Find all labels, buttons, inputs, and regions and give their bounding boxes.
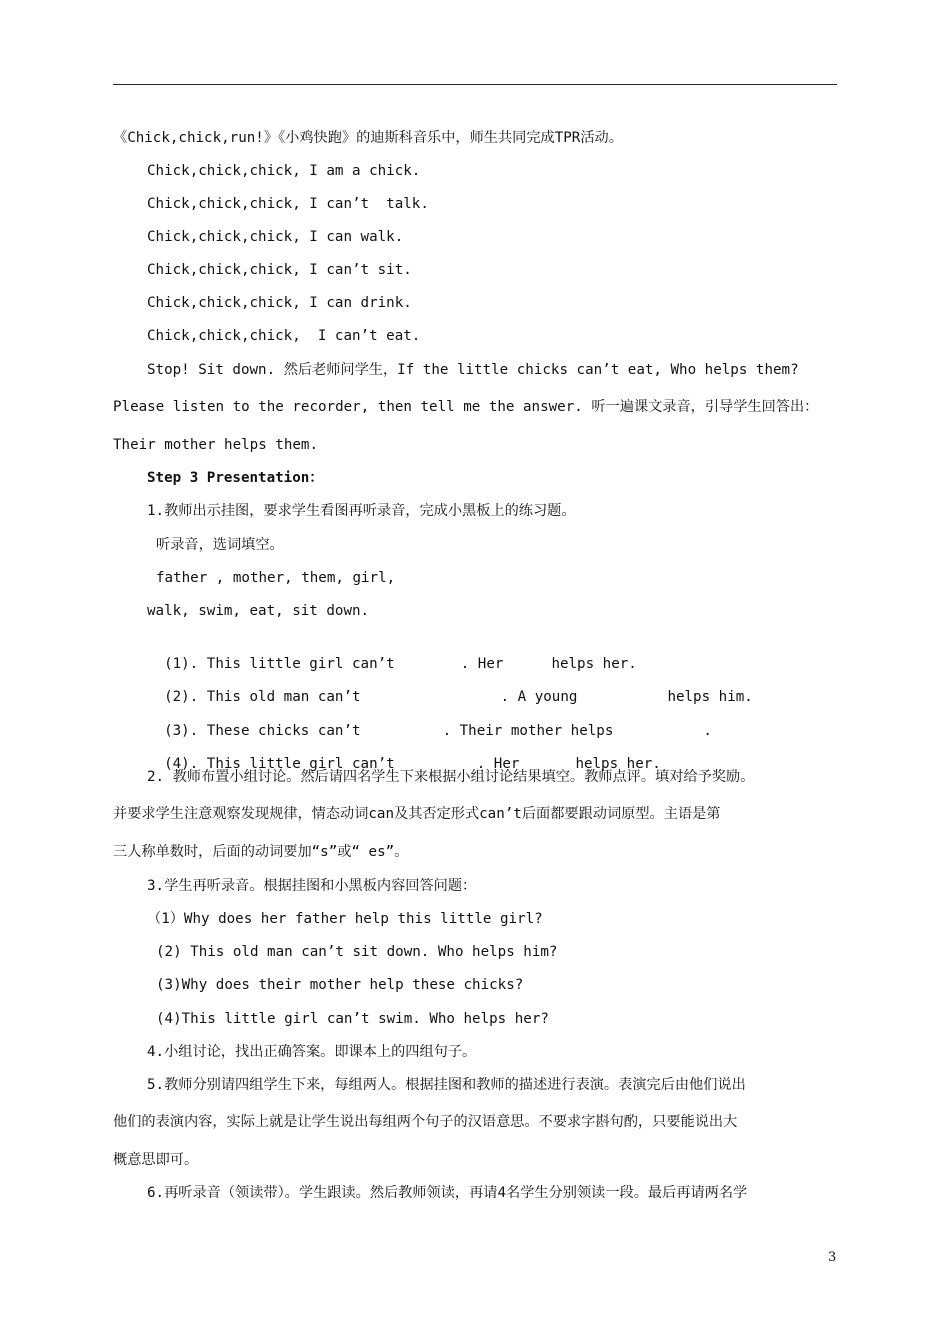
blank-text: (2). This old man can’t [164,689,361,705]
blank-text: (4). This little girl can’t [164,756,395,772]
text-line: Chick,chick,chick, I can walk. [147,229,404,245]
blank-text: . A young [500,689,578,705]
text-line: 5.教师分别请四组学生下来，每组两人。根据挂图和教师的描述进行表演。表演完后由他们说出 [147,1077,746,1093]
blank-text: (1). This little girl can’t [164,656,395,672]
blank-text: . Her [476,756,520,772]
blank-text: helps him. [667,689,753,705]
text-line: 他们的表演内容，实际上就是让学生说出每组两个句子的汉语意思。不要求字斟句酌，只要能说出大 [113,1114,738,1130]
word-bank-line: walk, swim, eat, sit down. [147,603,370,619]
text-line: Chick,chick,chick, I can’t talk. [147,196,429,212]
question-line: (2) This old man can’t sit down. Who helps him? [156,944,558,960]
blank-text: . Her [460,656,504,672]
text-line: Please listen to the recorder, then tell me the answer. 听一遍课文录音，引导学生回答出： [113,399,819,415]
blank-text: helps her. [551,656,637,672]
text-line: 2. 教师布置小组讨论。然后请四名学生下来根据小组讨论结果填空。教师点评。填对给予奖励。 [147,769,755,785]
text-line: 听录音，选词填空。 [156,537,284,553]
text-line: Chick,chick,chick, I am a chick. [147,163,421,179]
text-line: 4.小组讨论，找出正确答案。即课本上的四组句子。 [147,1044,477,1060]
question-line: (4)This little girl can’t swim. Who helps her? [156,1011,549,1027]
text-line: 并要求学生注意观察发现规律，情态动词can及其否定形式can’t后面都要跟动词原型。主语是第 [113,806,721,822]
text-line: 三人称单数时，后面的动词要加“s”或“ es”。 [113,844,409,860]
word-bank-line: father , mother, them, girl, [156,570,396,586]
text-line: Chick,chick,chick, I can drink. [147,295,412,311]
section-heading: Step 3 Presentation： [147,470,324,486]
text-line: 6.再听录音（领读带）。学生跟读。然后教师领读，再请4名学生分别领读一段。最后再请两名学 [147,1185,748,1201]
blank-text: (3). These chicks can’t [164,723,361,739]
blank-text: helps her. [575,756,661,772]
text-line: Chick,chick,chick, I can’t sit. [147,262,412,278]
text-line: 概意思即可。 [113,1152,199,1168]
text-line: Their mother helps them. [113,437,318,453]
text-line: 1.教师出示挂图，要求学生看图再听录音，完成小黑板上的练习题。 [147,503,576,519]
blank-text: . Their mother helps [442,723,614,739]
blank-text: . [703,723,712,739]
question-line: （1）Why does her father help this little girl? [147,911,543,927]
text-line: 《Chick,chick,run!》《小鸡快跑》的迪斯科音乐中，师生共同完成TPR活动。 [113,130,623,146]
text-line: 3.学生再听录音。根据挂图和小黑板内容回答问题： [147,878,477,894]
header-rule [113,84,837,85]
text-line: Stop! Sit down. 然后老师问学生，If the little chicks can’t eat, Who helps them? [147,362,799,378]
text-line: Chick,chick,chick, I can’t eat. [147,328,421,344]
page-number: 3 [828,1250,837,1265]
question-line: (3)Why does their mother help these chicks? [156,977,524,993]
